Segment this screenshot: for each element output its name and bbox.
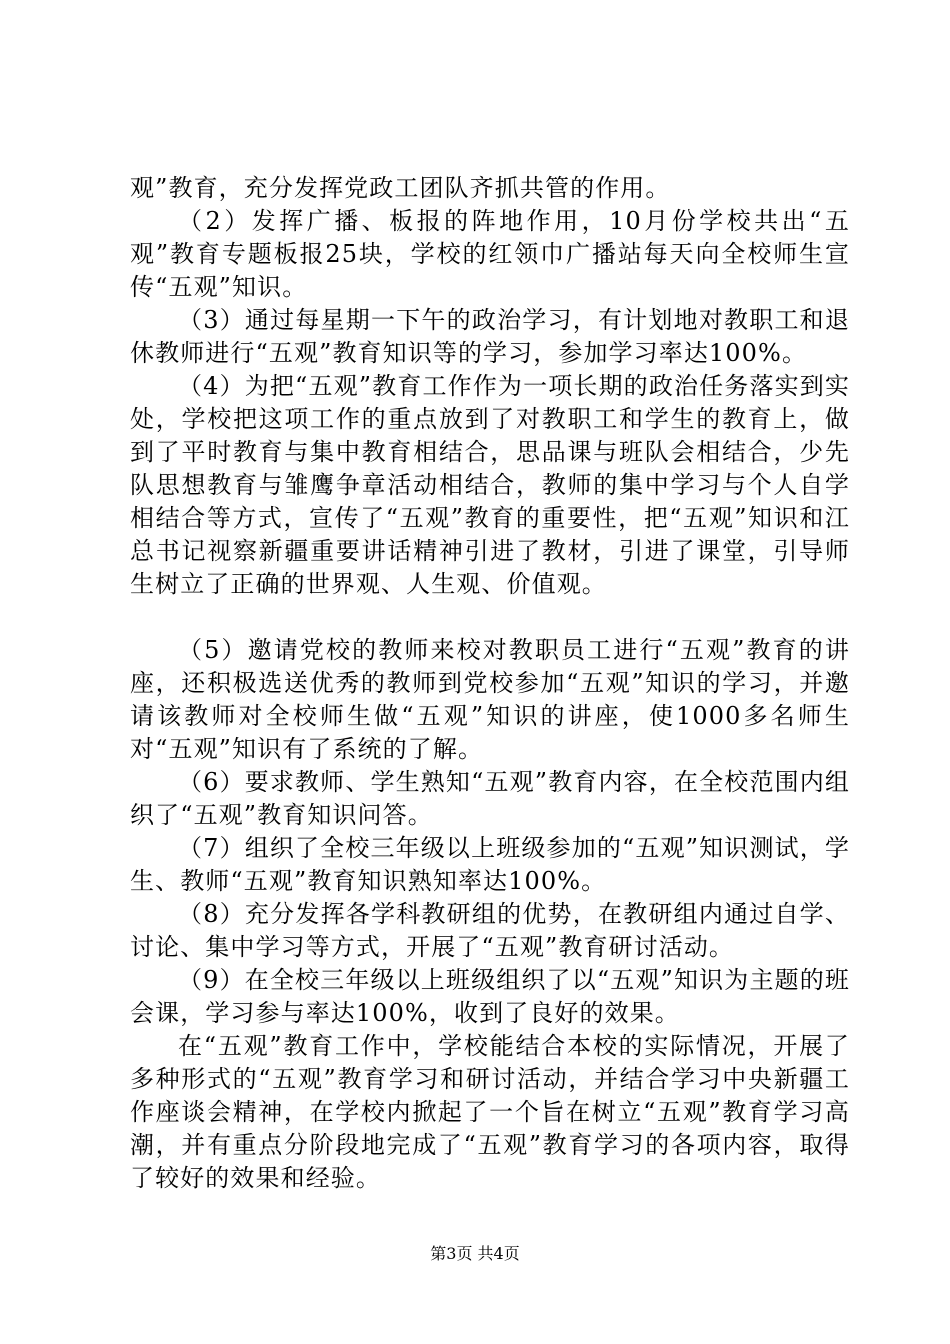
- paragraph-item-7: （7）组织了全校三年级以上班级参加的“五观”知识测试，学生、教师“五观”教育知识熟知率达100%。: [130, 834, 850, 895]
- paragraph-item-6: （6）要求教师、学生熟知“五观”教育内容，在全校范围内组织了“五观”教育知识问答。: [130, 768, 850, 829]
- paragraph-item-3: （3）通过每星期一下午的政治学习，有计划地对教职工和退休教师进行“五观”教育知识等的学习，参加学习率达100%。: [130, 306, 850, 367]
- paragraph-item-4: （4）为把“五观”教育工作作为一项长期的政治任务落实到实处，学校把这项工作的重点放到了对教职工和学生的教育上，做到了平时教育与集中教育相结合，思品课与班队会相结合，少先队思想教育与雏鹰争章活动相结合，教师的集中学习与个人自学相结合等方式，宣传了“五观”教育的重要性，把“五观”知识和江总书记视察新疆重要讲话精神引进了教材，引进了课堂，引导师生树立了正确的世界观、人生观、价值观。: [130, 372, 850, 598]
- paragraph-item-2: （2）发挥广播、板报的阵地作用，10月份学校共出“五观”教育专题板报25块，学校的红领巾广播站每天向全校师生宣传“五观”知识。: [130, 207, 850, 301]
- paragraph-continuation: 观”教育，充分发挥党政工团队齐抓共管的作用。: [130, 174, 671, 202]
- paragraph-item-9: （9）在全校三年级以上班级组织了以“五观”知识为主题的班会课，学习参与率达100%，收到了良好的效果。: [130, 966, 850, 1027]
- document-body: [130, 172, 850, 1195]
- paragraph-summary: 在“五观”教育工作中，学校能结合本校的实际情况，开展了多种形式的“五观”教育学习和研讨活动，并结合学习中央新疆工作座谈会精神，在学校内掀起了一个旨在树立“五观”教育学习高潮，并有重点分阶段地完成了“五观”教育学习的各项内容，取得了较好的效果和经验。: [130, 1032, 850, 1192]
- paragraph-item-8: （8）充分发挥各学科教研组的优势，在教研组内通过自学、讨论、集中学习等方式，开展了“五观”教育研讨活动。: [130, 900, 850, 961]
- paragraph-item-5: （5）邀请党校的教师来校对教职员工进行“五观”教育的讲座，还积极选送优秀的教师到党校参加“五观”知识的学习，并邀请该教师对全校师生做“五观”知识的讲座，使1000多名师生对“五观”知识有了系统的了解。: [130, 636, 850, 763]
- page-number-footer: 第3页 共4页: [430, 1244, 520, 1263]
